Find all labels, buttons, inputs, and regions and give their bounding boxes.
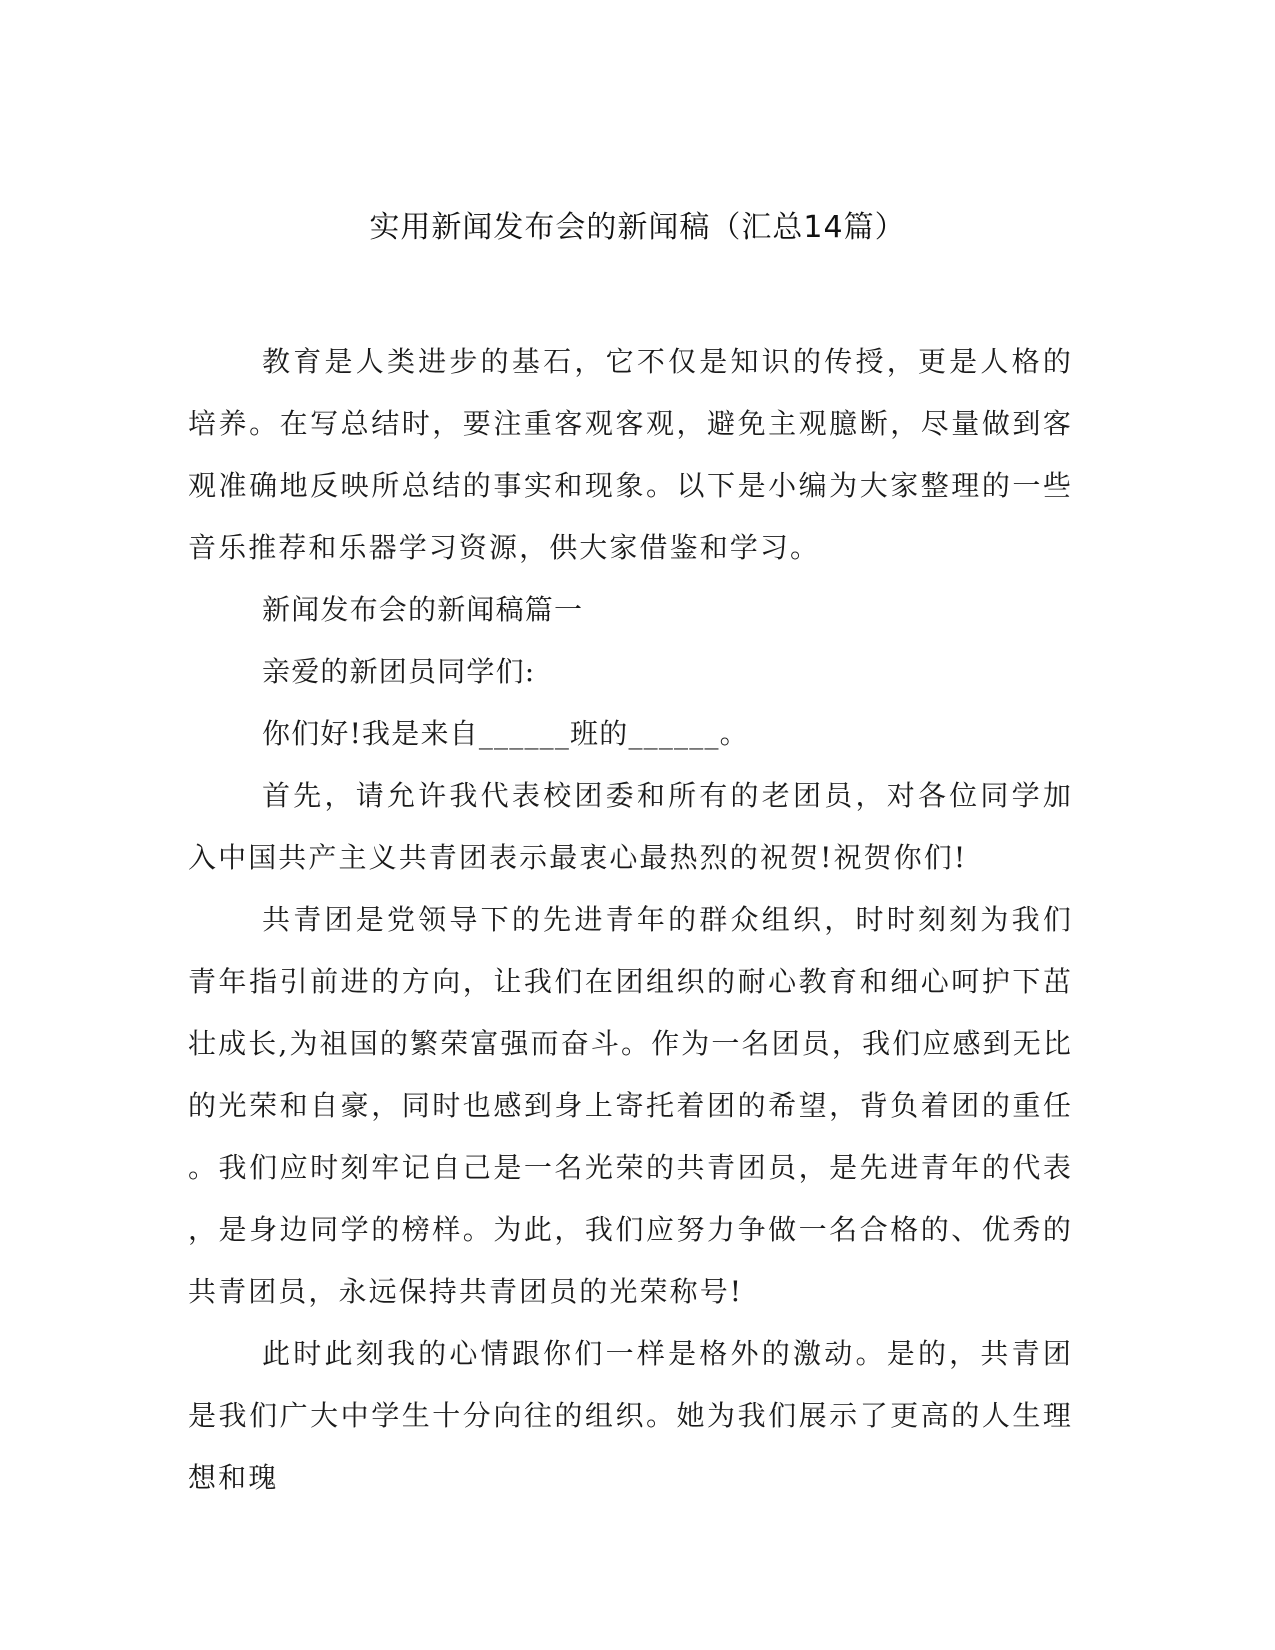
feeling-paragraph: 此时此刻我的心情跟你们一样是格外的激动。是的，共青团是我们广大中学生十分向往的组织。她为我们展示了更高的人生理想和瑰 xyxy=(188,1337,1073,1494)
greeting-paragraph: 你们好!我是来自______班的______。 xyxy=(262,717,749,750)
league-paragraph: 共青团是党领导下的先进青年的群众组织，时时刻刻为我们青年指引前进的方向，让我们在团组织的耐心教育和细心呵护下茁壮成长,为祖国的繁荣富强而奋斗。作为一名团员，我们应感到无比的光荣和自豪，同时也感到身上寄托着团的希望，背负着团的重任。我们应时刻牢记自己是一名光荣的共青团员，是先进青年的代表，是身边同学的榜样。为此，我们应努力争做一名合格的、优秀的共青团员，永远保持共青团员的光荣称号! xyxy=(188,903,1073,1308)
document-body xyxy=(188,331,1073,1509)
congratulation-paragraph: 首先，请允许我代表校团委和所有的老团员，对各位同学加入中国共产主义共青团表示最衷心最热烈的祝贺!祝贺你们! xyxy=(188,779,1073,874)
intro-paragraph: 教育是人类进步的基石，它不仅是知识的传授，更是人格的培养。在写总结时，要注重客观客观，避免主观臆断，尽量做到客观准确地反映所总结的事实和现象。以下是小编为大家整理的一些音乐推荐和乐器学习资源，供大家借鉴和学习。 xyxy=(188,345,1073,564)
salutation-paragraph: 亲爱的新团员同学们: xyxy=(262,655,536,688)
document-title: 实用新闻发布会的新闻稿（汇总14篇） xyxy=(369,210,906,245)
section-heading: 新闻发布会的新闻稿篇一 xyxy=(262,593,584,626)
